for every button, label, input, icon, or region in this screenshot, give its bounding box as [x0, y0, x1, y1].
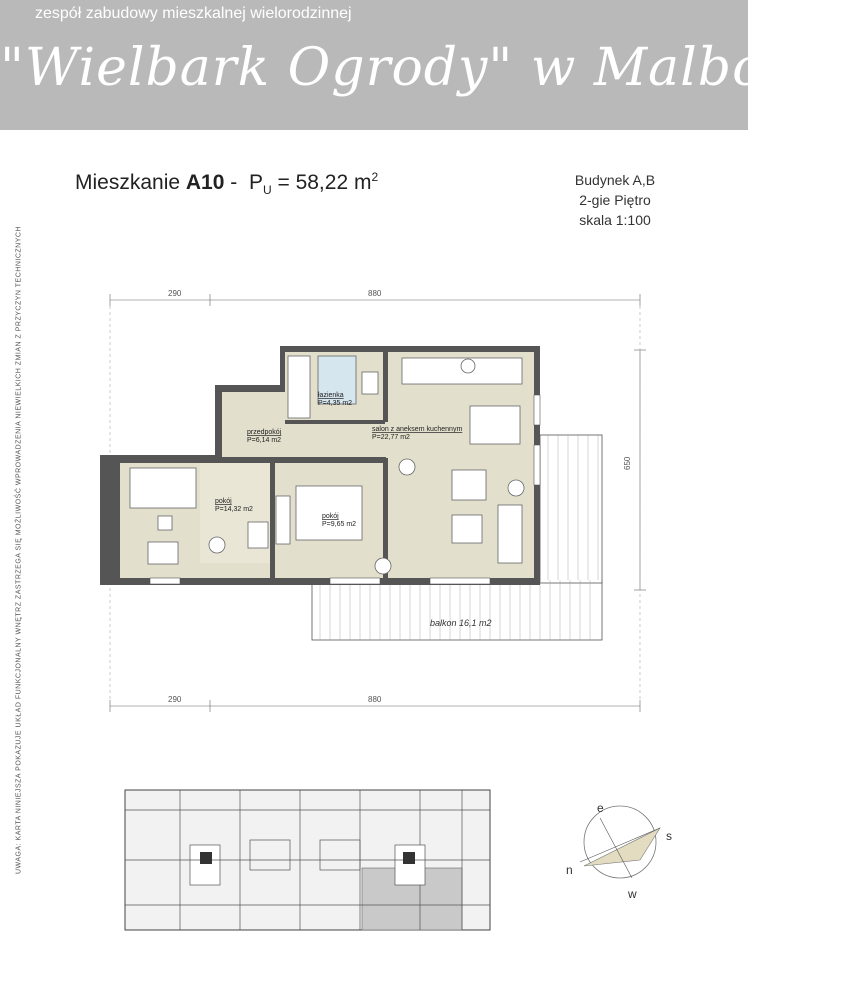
area-symbol: P: [248, 171, 263, 194]
area-value: = 58,22 m: [277, 171, 372, 194]
compass-needle-icon: [584, 828, 660, 866]
balcony-label: balkon 16,1 m2: [430, 618, 492, 628]
dim-top-left: 290: [168, 289, 182, 298]
living-name: salon z aneksem kuchennym: [372, 426, 463, 433]
hall-area: P=6,14 m2: [247, 437, 282, 444]
living-area: P=22,77 m2: [372, 434, 410, 441]
compass-w: w: [628, 887, 637, 901]
room1-name: pokój: [215, 498, 232, 505]
room2-name: pokój: [322, 513, 339, 520]
apartment-code: A10: [185, 171, 225, 194]
room1-area: P=14,32 m2: [215, 506, 253, 513]
compass-s: s: [666, 829, 672, 843]
apartment-label: Mieszkanie: [75, 171, 181, 194]
compass-n: n: [566, 863, 573, 877]
building-name: Budynek A,B: [574, 172, 656, 188]
compass-e: e: [597, 801, 604, 815]
header-subtitle: zespół zabudowy mieszkalnej wielorodzinnej: [35, 5, 352, 22]
building-scale: skala 1:100: [579, 212, 651, 228]
header-title: "Wielbark Ogrody" w Malborku: [0, 38, 857, 98]
building-floor: 2-gie Piętro: [579, 192, 651, 208]
apartment-separator: -: [230, 171, 238, 194]
dim-bottom-left: 290: [168, 695, 182, 704]
hall-name: przedpokój: [247, 429, 282, 436]
area-sub: U: [262, 183, 272, 198]
dim-right: 650: [623, 456, 632, 470]
room2-area: P=9,65 m2: [322, 521, 357, 528]
bathroom-area: P=4,35 m2: [318, 400, 353, 407]
area-sup: 2: [371, 170, 379, 184]
disclaimer-text: UWAGA: KARTA NINIEJSZA POKAZUJE UKŁAD FUNKCJONALNY WNĘTRZ ZASTRZEGA SIĘ MOŻLIWOŚĆ WPROWADZENIA NIEWIELKICH ZMIAN Z PRZYCZYN TECHNICZNYCH: [15, 225, 23, 875]
bathroom-name: łazienka: [318, 392, 344, 399]
dim-top-right: 880: [368, 289, 382, 298]
dim-bottom-right: 880: [368, 695, 382, 704]
